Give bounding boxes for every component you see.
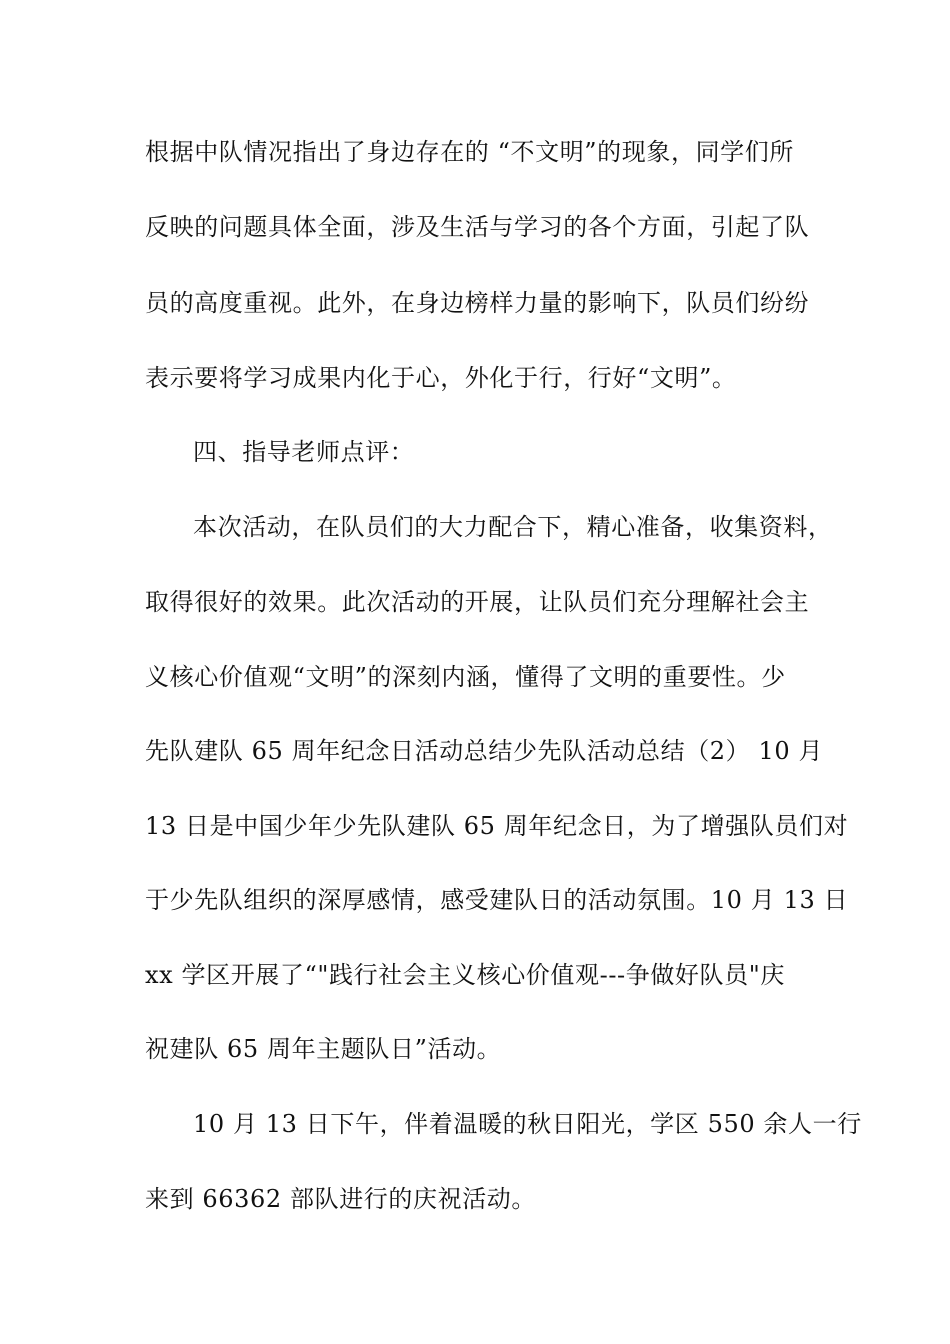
paragraph-line: 反映的问题具体全面，涉及生活与学习的各个方面，引起了队 [145,213,810,241]
paragraph-line: 祝建队 65 周年主题队日”活动。 [145,1035,502,1063]
paragraph-line: 于少先队组织的深厚感情，感受建队日的活动氛围。10 月 13 日 [145,886,849,914]
paragraph-line: 取得很好的效果。此次活动的开展，让队员们充分理解社会主 [145,588,810,616]
paragraph-line: 先队建队 65 周年纪念日活动总结少先队活动总结（2） 10 月 [145,737,824,765]
paragraph-line: 义核心价值观“文明”的深刻内涵，懂得了文明的重要性。少 [145,663,786,691]
section-heading: 四、指导老师点评： [193,438,415,466]
paragraph-line: 13 日是中国少年少先队建队 65 周年纪念日，为了增强队员们对 [145,812,849,840]
paragraph-line: 本次活动，在队员们的大力配合下，精心准备，收集资料， [193,513,833,541]
paragraph-line: 来到 66362 部队进行的庆祝活动。 [145,1185,537,1213]
paragraph-line: 员的高度重视。此外，在身边榜样力量的影响下，队员们纷纷 [145,289,810,317]
paragraph-line: xx 学区开展了“"践行社会主义核心价值观---争做好队员"庆 [145,961,785,989]
paragraph-line: 根据中队情况指出了身边存在的 “不文明”的现象，同学们所 [145,138,794,166]
paragraph-line: 10 月 13 日下午，伴着温暖的秋日阳光，学区 550 余人一行 [193,1110,862,1138]
paragraph-line: 表示要将学习成果内化于心，外化于行，行好“文明”。 [145,364,737,392]
